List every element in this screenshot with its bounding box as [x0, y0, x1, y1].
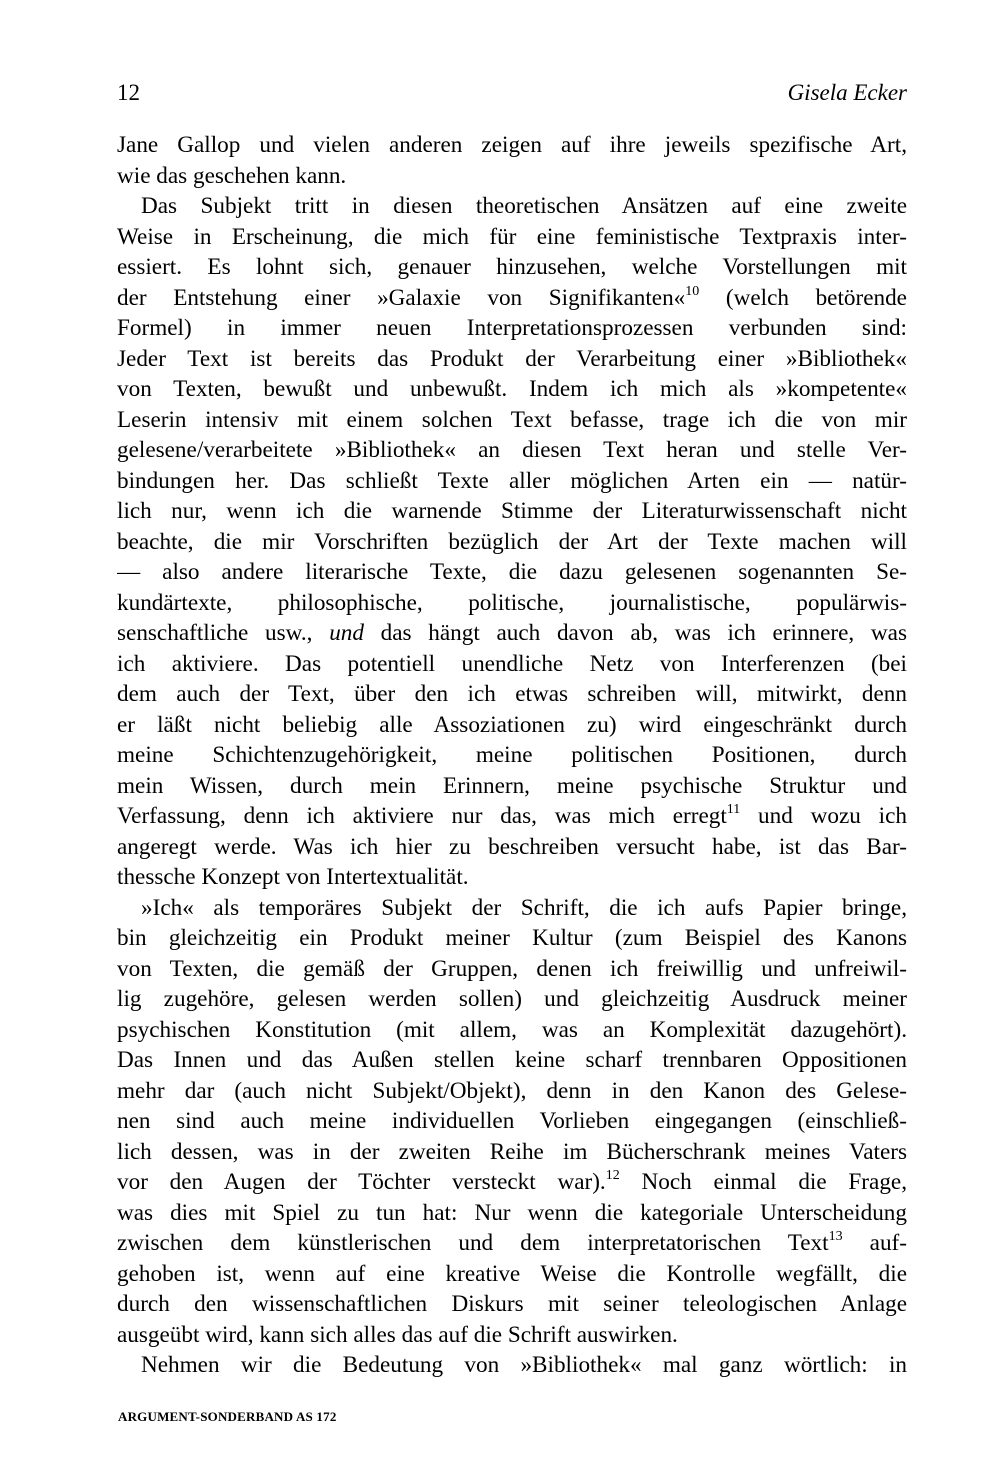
- text-line-content: Das Innen und das Außen stellen keine scharf trennbaren Oppositionen: [117, 1047, 907, 1073]
- text-line-continuation: auf-: [842, 1230, 907, 1256]
- text-line: [117, 161, 907, 192]
- footnote-ref: 12: [605, 1168, 620, 1183]
- text-line-continuation: Noch einmal die Frage,: [619, 1169, 907, 1195]
- text-line: [117, 1015, 907, 1046]
- text-line-content: mein Wissen, durch mein Erinnern, meine psychische Struktur und: [117, 772, 907, 799]
- text-line-content: Leserin intensiv mit einem solchen Text befasse, trage ich die von mir: [117, 406, 907, 433]
- text-line-content: gehoben ist, wenn auf eine kreative Weise die Kontrolle wegfällt, die: [117, 1260, 907, 1287]
- text-line-content: angeregt werde. Was ich hier zu beschreiben versucht habe, ist das Bar-: [117, 833, 907, 860]
- text-line: [117, 710, 907, 741]
- text-line-content: meine Schichtenzugehörigkeit, meine politischen Positionen, durch: [117, 742, 907, 768]
- text-line: [117, 1076, 907, 1107]
- text-line-content: von Texten, bewußt und unbewußt. Indem ich mich als »kompetente«: [117, 376, 907, 402]
- text-line: [117, 740, 907, 771]
- footnote-ref: 13: [828, 1229, 843, 1244]
- text-line: [117, 1167, 907, 1198]
- text-line: [117, 496, 907, 527]
- text-line: [117, 954, 907, 985]
- text-line-content: was dies mit Spiel zu tun hat: Nur wenn die kategoriale Unterscheidung: [117, 1199, 907, 1226]
- footnote-ref: 10: [685, 283, 700, 299]
- text-line-content: bin gleichzeitig ein Produkt meiner Kultur (zum Beispiel des Kanons: [117, 925, 907, 951]
- text-line: [117, 618, 907, 649]
- text-line-content: senschaftliche usw.,: [117, 620, 330, 646]
- text-line-content: Nehmen wir die Bedeutung von »Bibliothek« mal ganz wörtlich: in: [141, 1352, 907, 1378]
- text-line-content: der Entstehung einer »Galaxie von Signifikanten«: [117, 284, 686, 311]
- text-line: [117, 1198, 907, 1229]
- text-line-continuation: das hängt auch davon ab, was ich erinnere, was: [363, 620, 907, 646]
- text-line-content: lich dessen, was in der zweiten Reihe im Bücherschrank meines Vaters: [117, 1138, 907, 1165]
- text-line: [117, 923, 907, 954]
- text-line: [117, 405, 907, 436]
- text-line-content: Das Subjekt tritt in diesen theoretischen Ansätzen auf eine zweite: [141, 193, 907, 219]
- text-line-content: thessche Konzept von Intertextualität.: [117, 864, 469, 890]
- text-line-continuation: (welch betörende: [699, 284, 907, 311]
- text-line: [117, 191, 907, 222]
- text-line: [117, 649, 907, 680]
- text-line: [117, 283, 907, 314]
- text-line-content: lig zugehöre, gelesen werden sollen) und gleichzeitig Ausdruck meiner: [117, 986, 907, 1012]
- text-line-content: ausgeübt wird, kann sich alles das auf die Schrift auswirken.: [117, 1321, 678, 1348]
- text-line: [117, 1137, 907, 1168]
- text-line-content: wie das geschehen kann.: [117, 162, 347, 189]
- text-line-content: Formel) in immer neuen Interpretationsprozessen verbunden sind:: [117, 315, 907, 341]
- text-line: [117, 832, 907, 863]
- text-line-content: er läßt nicht beliebig alle Assoziationen zu) wird eingeschränkt durch: [117, 711, 907, 738]
- text-line-content: Verfassung, denn ich aktiviere nur das, was mich erregt: [117, 803, 727, 829]
- text-line-content: mehr dar (auch nicht Subjekt/Objekt), denn in den Kanon des Gelese-: [117, 1077, 907, 1104]
- text-line: [117, 313, 907, 344]
- text-line-content: — also andere literarische Texte, die dazu gelesenen sogenannten Se-: [117, 559, 907, 585]
- text-line: [117, 466, 907, 497]
- text-line: [117, 1228, 907, 1259]
- text-line: [117, 679, 907, 710]
- running-head-author: Gisela Ecker: [787, 80, 907, 105]
- text-line: [117, 1259, 907, 1290]
- text-line-content: beachte, die mir Vorschriften bezüglich der Art der Texte machen will: [117, 528, 907, 555]
- text-line: [117, 374, 907, 405]
- text-line-content: essiert. Es lohnt sich, genauer hinzusehen, welche Vorstellungen mit: [117, 254, 907, 280]
- emphasis: und: [329, 620, 364, 646]
- text-line: [117, 130, 907, 161]
- text-line-content: »Ich« als temporäres Subjekt der Schrift, die ich aufs Papier bringe,: [141, 894, 907, 921]
- body-text: [117, 130, 907, 1381]
- text-line: [117, 1045, 907, 1076]
- text-line: [117, 557, 907, 588]
- text-line: [117, 527, 907, 558]
- text-line: [117, 771, 907, 802]
- running-header: [117, 80, 907, 114]
- text-line: [117, 252, 907, 283]
- text-line-content: Jeder Text ist bereits das Produkt der Verarbeitung einer »Bibliothek«: [117, 345, 907, 372]
- text-line-content: nen sind auch meine individuellen Vorlieben eingegangen (einschließ-: [117, 1108, 907, 1134]
- text-line: [117, 1320, 907, 1351]
- text-line: [117, 344, 907, 375]
- text-line-content: von Texten, die gemäß der Gruppen, denen ich freiwillig und unfreiwil-: [117, 955, 907, 982]
- text-line: [117, 862, 907, 893]
- text-line-continuation: und wozu ich: [740, 803, 907, 829]
- text-line-content: durch den wissenschaftlichen Diskurs mit seiner teleologischen Anlage: [117, 1291, 907, 1317]
- text-line-content: ich aktiviere. Das potentiell unendliche Netz von Interferenzen (bei: [117, 650, 907, 677]
- text-line: [117, 1289, 907, 1320]
- text-line-content: gelesene/verarbeitete »Bibliothek« an diesen Text heran und stelle Ver-: [117, 437, 907, 463]
- text-line-content: vor den Augen der Töchter versteckt war).: [117, 1169, 606, 1195]
- text-line: [117, 1106, 907, 1137]
- text-line-content: psychischen Konstitution (mit allem, was an Komplexität dazugehört).: [117, 1016, 907, 1043]
- footer-series: ARGUMENT-SONDERBAND AS 172: [118, 1409, 337, 1424]
- text-line-content: Weise in Erscheinung, die mich für eine feministische Textpraxis inter-: [117, 223, 907, 250]
- text-line: [117, 801, 907, 832]
- text-line: [117, 893, 907, 924]
- footnote-ref: 11: [726, 802, 741, 817]
- page-number: 12: [117, 80, 140, 105]
- text-line-content: dem auch der Text, über den ich etwas schreiben will, mitwirkt, denn: [117, 681, 907, 707]
- text-line-content: Jane Gallop und vielen anderen zeigen auf ihre jeweils spezifische Art,: [117, 132, 907, 158]
- text-line: [117, 435, 907, 466]
- text-line-content: kundärtexte, philosophische, politische, journalistische, populärwis-: [117, 589, 907, 616]
- text-line: [117, 222, 907, 253]
- text-line: [117, 984, 907, 1015]
- text-line-content: bindungen her. Das schließt Texte aller möglichen Arten ein — natür-: [117, 467, 907, 494]
- text-line: [117, 588, 907, 619]
- text-line-content: zwischen dem künstlerischen und dem interpretatorischen Text: [117, 1230, 829, 1256]
- text-line-content: lich nur, wenn ich die warnende Stimme der Literaturwissenschaft nicht: [117, 498, 907, 524]
- text-line: [117, 1350, 907, 1381]
